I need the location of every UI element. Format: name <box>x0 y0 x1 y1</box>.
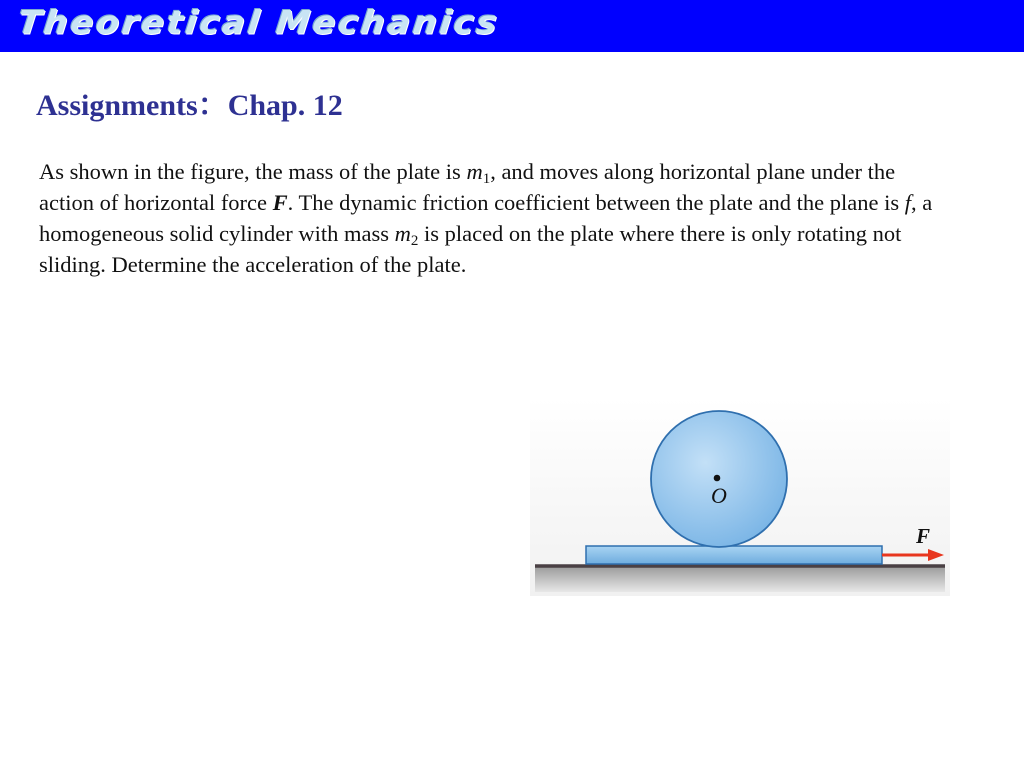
problem-text-part: is placed on the plate where there is only rotating not sliding. Determine the acceleration of the plate. <box>39 221 902 277</box>
center-label: O <box>711 483 727 508</box>
plate <box>586 546 882 564</box>
var-friction: f <box>904 190 911 215</box>
problem-statement <box>39 156 939 280</box>
var-m2: m <box>394 221 411 246</box>
subscript-2: 2 <box>410 233 419 249</box>
problem-text-part: , and moves along horizontal plane under the action of horizontal force <box>39 159 896 215</box>
problem-text-part: As shown in the figure, the mass of the plate is <box>39 159 467 184</box>
header-title: Theoretical Mechanics <box>15 4 502 42</box>
problem-text-part: . The dynamic friction coefficient between the plate and the plane is <box>287 190 905 215</box>
force-label: F <box>916 524 931 548</box>
assignment-title: Assignments：Chap. 12 <box>36 89 343 122</box>
var-force: F <box>272 190 288 215</box>
header-bar <box>0 0 1024 52</box>
subscript-1: 1 <box>482 171 491 187</box>
center-point <box>714 475 721 482</box>
var-m1: m <box>466 159 483 184</box>
problem-text-part: , a homogeneous solid cylinder with mass <box>39 190 933 246</box>
mechanics-figure <box>530 398 950 596</box>
ground-hatch <box>535 566 945 592</box>
